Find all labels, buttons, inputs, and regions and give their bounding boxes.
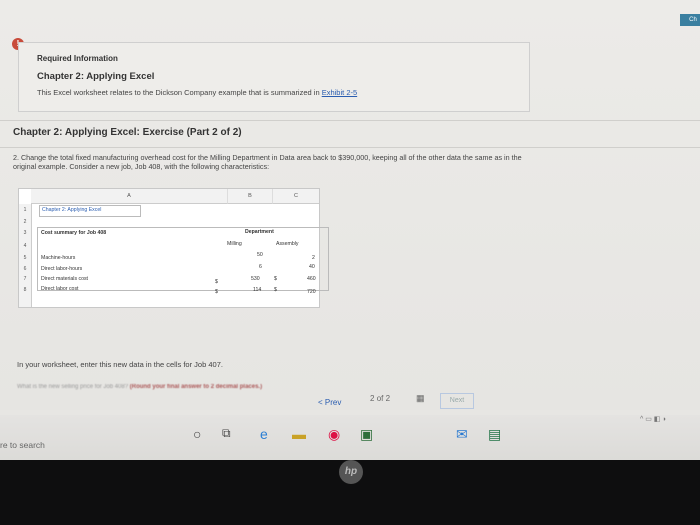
required-info-label: Required Information bbox=[37, 54, 118, 63]
row-number: 7 bbox=[19, 274, 32, 285]
assembly-header: Assembly bbox=[276, 241, 299, 247]
currency-symbol: $ bbox=[215, 289, 218, 295]
task-view-icon[interactable]: ⧉ bbox=[222, 426, 231, 440]
sheet-title: Chapter 2: Applying Excel bbox=[42, 207, 102, 213]
milling-header: Milling bbox=[227, 241, 242, 247]
exercise-heading-bar bbox=[0, 120, 700, 148]
row-label: Direct labor-hours bbox=[41, 266, 83, 272]
question-main: What is the new selling price for Job 408? bbox=[17, 384, 129, 390]
milling-value: 114 bbox=[253, 287, 262, 293]
assembly-value: 2 bbox=[312, 255, 315, 261]
assembly-value: 40 bbox=[309, 264, 315, 270]
assembly-value: 720 bbox=[307, 289, 316, 295]
taskbar bbox=[0, 415, 700, 460]
question-instruction: In your worksheet, enter this new data in the cells for Job 407. bbox=[17, 360, 223, 369]
excel-icon[interactable]: ▤ bbox=[488, 426, 502, 442]
milling-value: 50 bbox=[257, 252, 263, 258]
cost-summary-label: Cost summary for Job 408 bbox=[41, 230, 107, 236]
worksheet-image bbox=[18, 188, 320, 308]
system-tray-icons[interactable]: ^ ▭ ◧ ◗ bbox=[640, 416, 667, 423]
page-of: of 2 bbox=[376, 394, 391, 403]
corner-button[interactable]: Ch bbox=[680, 14, 700, 26]
currency-symbol: $ bbox=[215, 279, 218, 285]
assembly-value: 460 bbox=[307, 276, 316, 282]
milling-value: 530 bbox=[251, 276, 260, 282]
currency-symbol: $ bbox=[274, 276, 277, 282]
currency-symbol: $ bbox=[274, 287, 277, 293]
column-header-a: A bbox=[31, 189, 228, 204]
grid-icon[interactable]: ▦ bbox=[416, 393, 425, 403]
next-button[interactable]: Next bbox=[440, 393, 474, 409]
row-number: 1 bbox=[19, 204, 32, 217]
required-info-box bbox=[18, 42, 530, 112]
info-text bbox=[37, 88, 357, 97]
row-label: Machine-hours bbox=[41, 255, 76, 261]
page-indicator[interactable] bbox=[370, 394, 390, 403]
row-number: 8 bbox=[19, 285, 32, 307]
page-current[interactable]: 2 bbox=[370, 394, 375, 403]
row-label: Direct materials cost bbox=[41, 276, 88, 282]
row-number: 4 bbox=[19, 239, 32, 253]
department-header: Department bbox=[245, 229, 274, 235]
instruction-text: 2. Change the total fixed manufacturing overhead cost for the Milling Department in Data area back to $390,000, keeping all of the other data the same as in the original example. Consider a new job, Job 408, with the following characteristics: bbox=[13, 153, 522, 171]
row-number: 2 bbox=[19, 217, 32, 228]
milling-value: 6 bbox=[259, 264, 262, 270]
chapter-title: Chapter 2: Applying Excel bbox=[37, 71, 155, 82]
row-number: 6 bbox=[19, 264, 32, 274]
question-rounding-note: (Round your final answer to 2 decimal places.) bbox=[129, 384, 263, 390]
prev-button[interactable]: < Prev bbox=[318, 398, 342, 407]
exhibit-link[interactable]: Exhibit 2-5 bbox=[321, 88, 358, 97]
info-description: This Excel worksheet relates to the Dickson Company example that is summarized in bbox=[37, 88, 320, 97]
row-number: 5 bbox=[19, 253, 32, 264]
column-header-b: B bbox=[228, 189, 273, 204]
column-header-c: C bbox=[273, 189, 319, 204]
taskbar-search[interactable]: re to search bbox=[0, 440, 45, 450]
row-label: Direct labor cost bbox=[41, 286, 79, 292]
hp-logo: hp bbox=[339, 460, 363, 484]
question-text bbox=[17, 384, 262, 390]
edge-icon[interactable]: e bbox=[260, 426, 268, 442]
file-explorer-icon[interactable]: ▬ bbox=[292, 426, 306, 442]
store-icon[interactable]: ▣ bbox=[360, 426, 374, 442]
mail-icon[interactable]: ✉ bbox=[456, 426, 468, 442]
cortana-icon[interactable]: ○ bbox=[193, 426, 202, 442]
chrome-icon[interactable]: ◉ bbox=[328, 426, 341, 442]
row-number: 3 bbox=[19, 228, 32, 239]
exercise-heading: Chapter 2: Applying Excel: Exercise (Part 2 of 2) bbox=[13, 127, 242, 138]
